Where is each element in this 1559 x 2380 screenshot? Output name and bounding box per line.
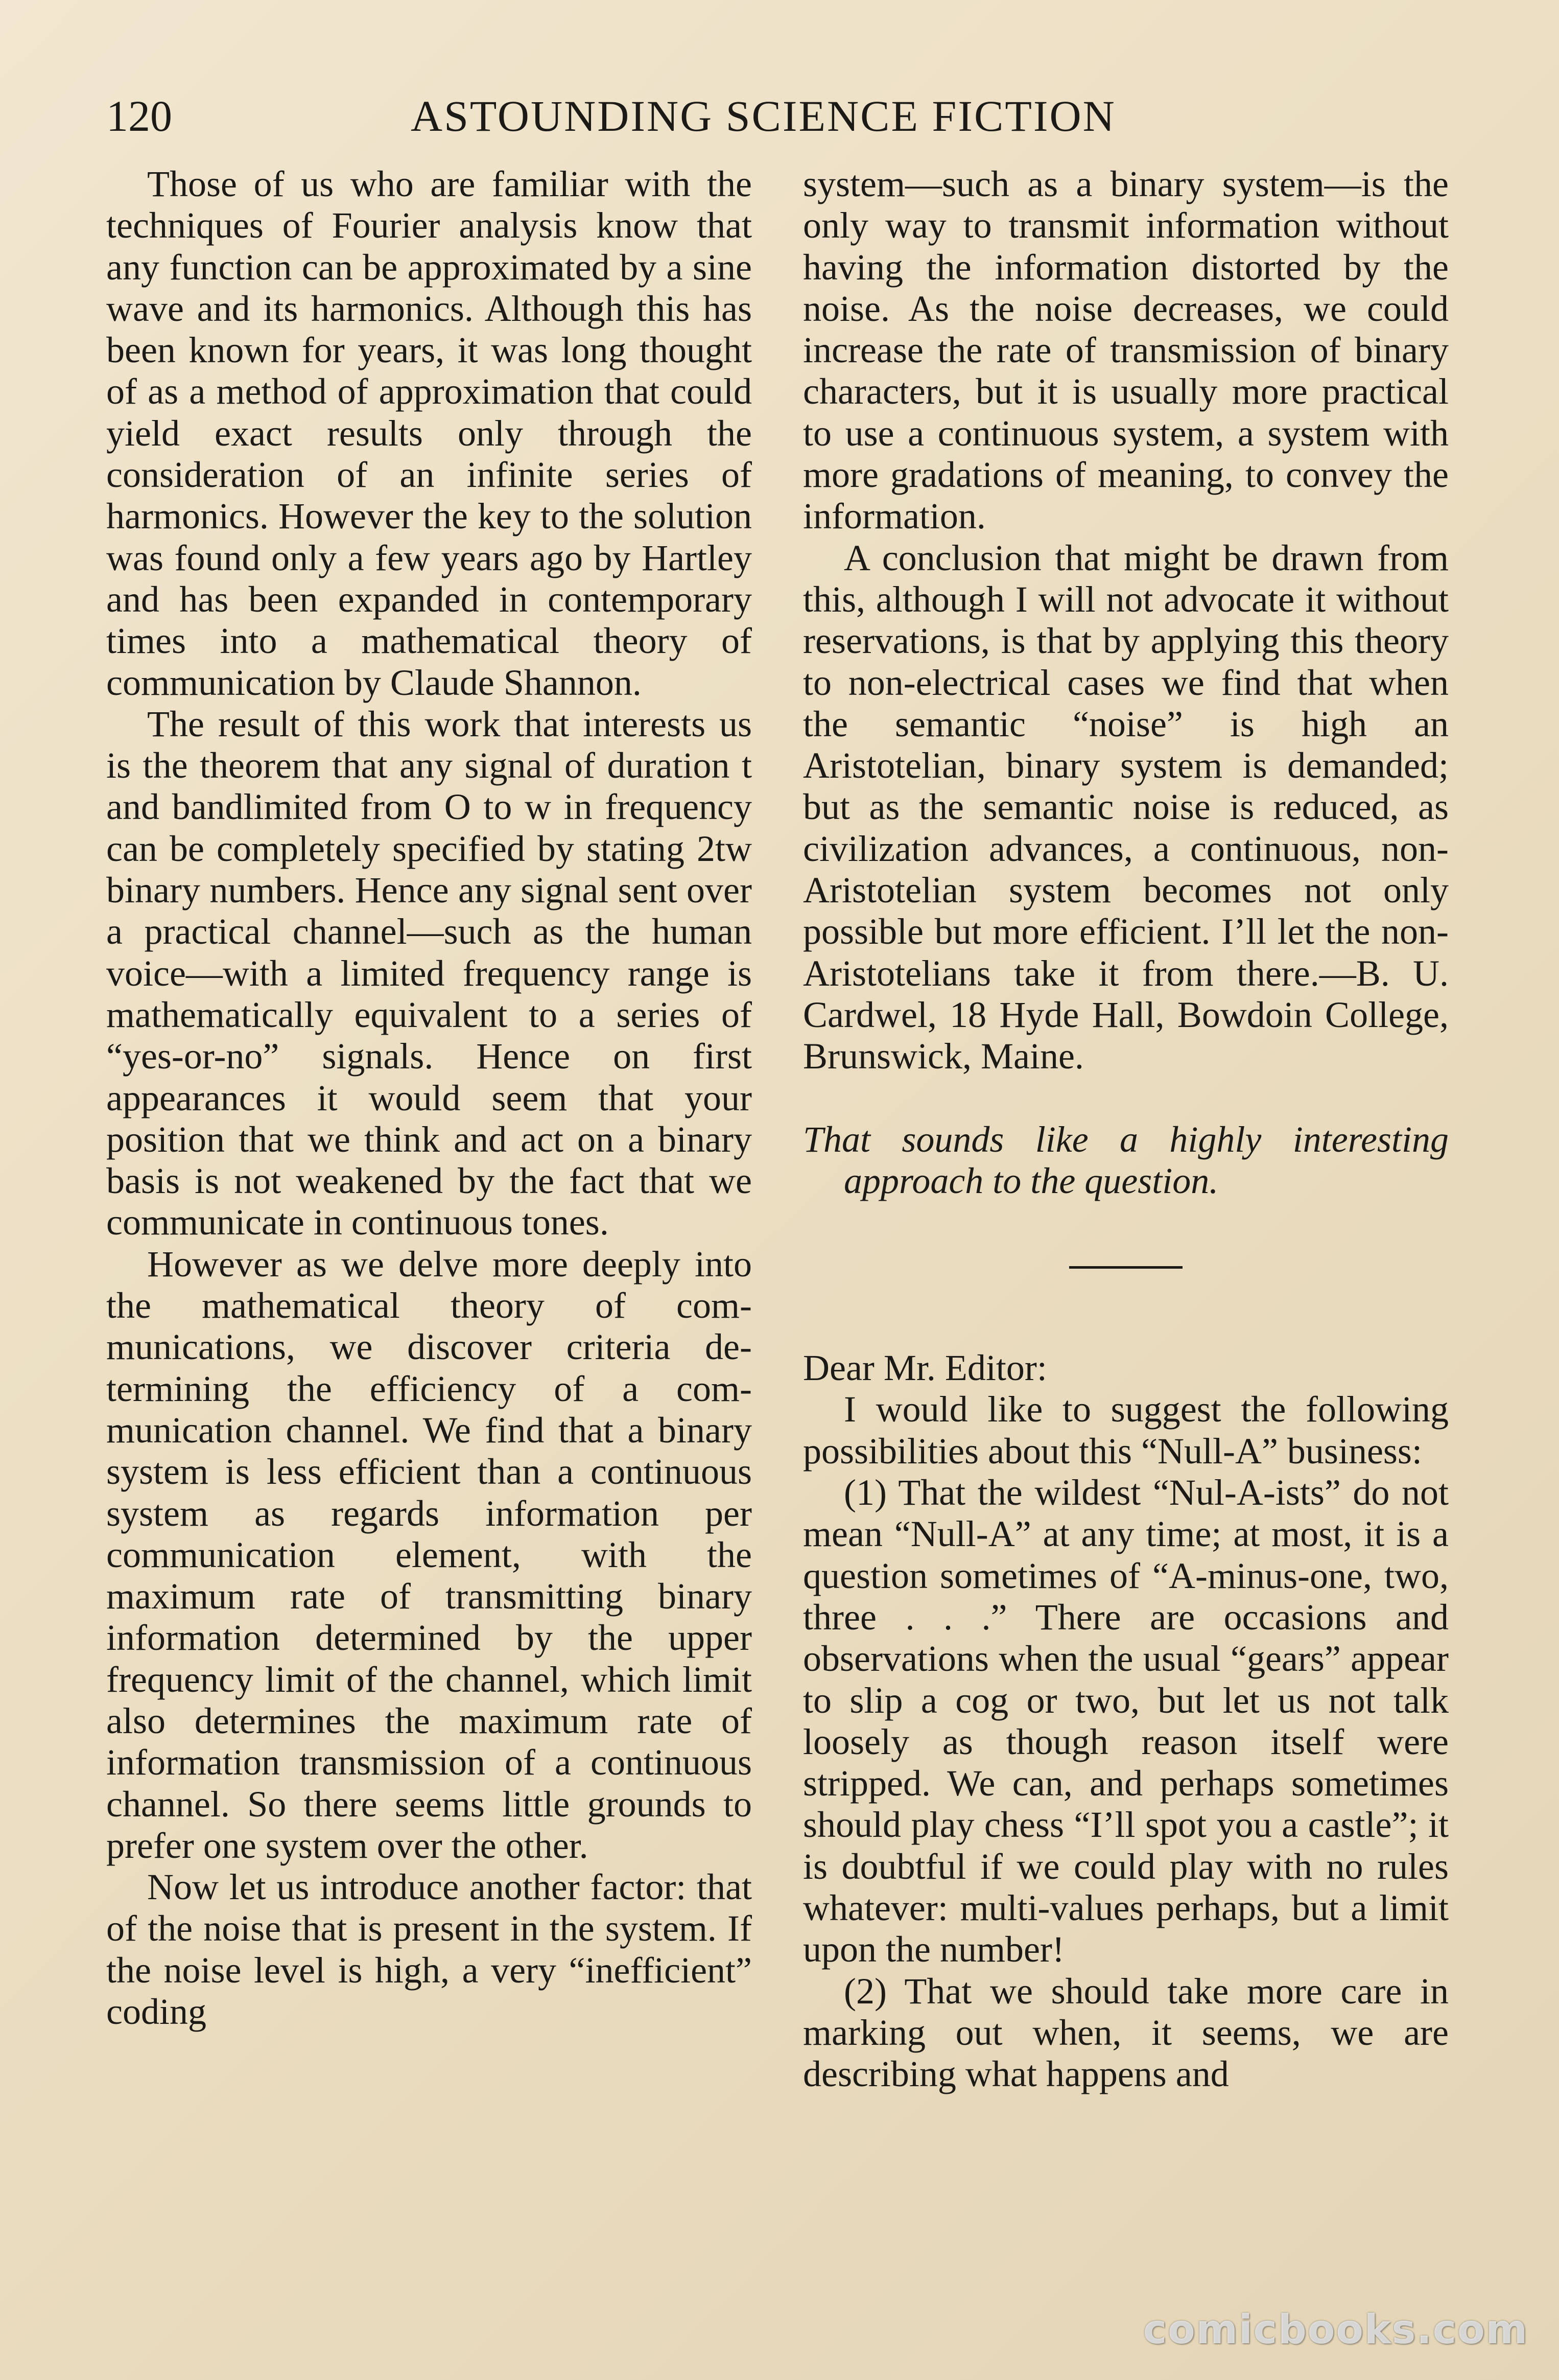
page-header xyxy=(106,88,1450,144)
letter-salutation: Dear Mr. Editor: xyxy=(803,1347,1047,1389)
running-title: ASTOUNDING SCIENCE FICTION xyxy=(411,91,1116,141)
paragraph-point-two: (2) That we should take more care in marking out when, it seems, we are describing what happens and xyxy=(803,1970,1449,2095)
paragraph-fourier: Those of us who are familiar with the techniques of Fourier analysis know that any function can be approximated by a sine wave and its harmonics. Although this has been known for years, it was long thought of as a method of approximation that could yield exact results only through the consideration of an infinite series of harmonics. However the key to the solution was found only a few years ago by Hartley and has been expanded in contemporary times into a mathematical theory of communication by Claude Shannon. xyxy=(106,164,752,703)
paragraph-efficiency: However as we delve more deeply into the mathematical theory of communications, we discover criteria determining the efficiency of a communication channel. We find that a binary system is less efficient than a continuous system as regards information per communication element, with the maximum rate of transmitting binary information determined by the upper frequency limit of the channel, which limit also determines the maximum rate of information transmission of a continuous channel. So there seems little grounds to prefer one system over the other. xyxy=(106,1243,752,1866)
paragraph-conclusion: A conclusion that might be drawn from this, although I will not advocate it without reservations, is that by applying this theory to non-electrical cases we find that when the semantic “noise” is high an Aristotelian, binary system is demanded; but as the semantic noise is reduced, as civilization advances, a continuous, non-Aristotelian system becomes not only possible but more efficient. I’ll let the non-Aristotelians take it from there.—B. U. Cardwel, 18 Hyde Hall, Bowdoin College, Brunswick, Maine. xyxy=(803,537,1449,1077)
paragraph-theorem: The result of this work that interests us is the theorem that any signal of duration t and bandlimited from O to w in frequency can be completely specified by stating 2tw binary numbers. Hence any signal sent over a practical channel—such as the human voice—with a limited frequency range is mathematically equivalent to a series of “yes-or-no” signals. Hence on first appearances it would seem that your position that we think and act on a binary basis is not weakened by the fact that we communicate in continuous tones. xyxy=(106,703,752,1243)
page-number: 120 xyxy=(106,91,172,141)
left-column xyxy=(106,164,752,2033)
editor-reply: That sounds like a highly interesting approach to the question. xyxy=(803,1118,1449,1201)
section-divider xyxy=(1069,1266,1183,1269)
paragraph-suggestion: I would like to suggest the following possibilities about this “Null-A” business: xyxy=(803,1389,1449,1472)
watermark: comicbooks.com xyxy=(1143,2307,1528,2353)
right-column xyxy=(803,164,1449,2095)
paragraph-continuation: system—such as a binary system—is the only way to transmit information without having the information distorted by the noise. As the noise decreases, we could increase the rate of transmission of binary characters, but it is usually more practical to use a continuous system, a system with more gradations of meaning, to convey the information. xyxy=(803,164,1449,537)
paragraph-noise: Now let us introduce another factor: that of the noise that is present in the system. If the noise level is high, a very “inefficient” coding xyxy=(106,1866,752,2033)
paragraph-point-one: (1) That the wildest “Nul-A-ists” do not mean “Null-A” at any time; at most, it is a question sometimes of “A-minus-one, two, three . . .” There are occasions and observations when the usual “gears” appear to slip a cog or two, but let us not talk loosely as though reason itself were stripped. We can, and perhaps sometimes should play chess “I’ll spot you a castle”; it is doubtful if we could play with no rules whatever: multi-values perhaps, but a limit upon the number! xyxy=(803,1472,1449,1970)
